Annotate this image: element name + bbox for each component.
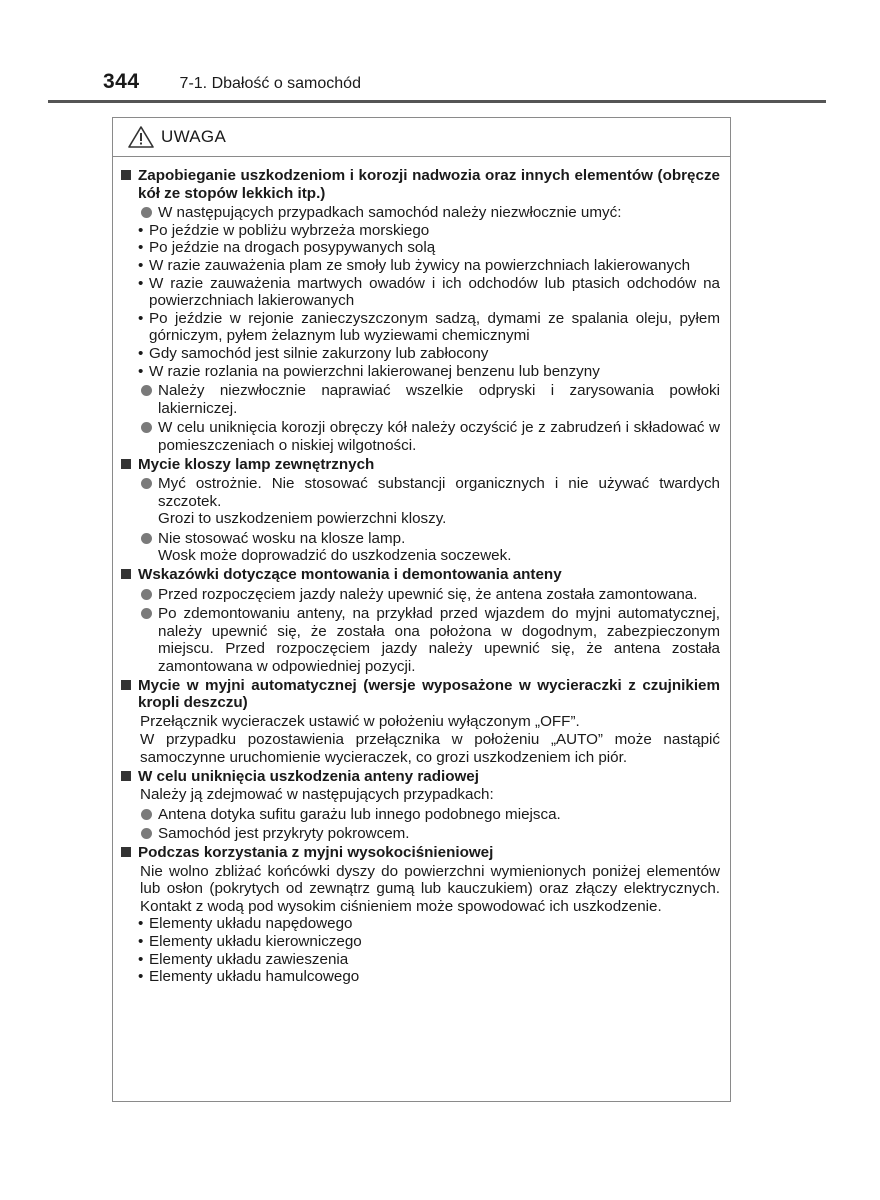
- warning-triangle-icon: [127, 125, 155, 149]
- circle-bullet-icon: [141, 608, 152, 619]
- sub-bullet-mark: •: [138, 344, 144, 362]
- warning-section: [121, 844, 720, 986]
- sub-list-item: [121, 310, 720, 345]
- sub-bullet-mark: •: [138, 915, 144, 933]
- warning-section: [121, 677, 720, 767]
- bullet-item: [121, 806, 720, 824]
- circle-bullet-icon: [141, 478, 152, 489]
- sub-bullet-mark: •: [138, 309, 144, 327]
- bullet-body: [158, 806, 720, 824]
- bullet-body: [158, 586, 720, 604]
- bullet-body: [158, 475, 720, 528]
- section-paragraph: Nie wolno zbliżać końcówki dyszy do powierzchni wymienionych poniżej elementów lub osłon (pokrytych od zewnątrz gumą lub kauczukiem) oraz złączy elektrycznych. Kontakt z wodą pod wysokim ciśnieniem może spowodować ich uszkodzenie.: [140, 862, 720, 915]
- sub-bullet-mark: •: [138, 968, 144, 986]
- sub-item-text: Po jeździe na drogach posypywanych solą: [149, 239, 436, 257]
- section-heading-text: Mycie kloszy lamp zewnętrznych: [138, 455, 375, 473]
- warning-section: [121, 456, 720, 566]
- bullet-text: Przed rozpoczęciem jazdy należy upewnić się, że antena została zamontowana.: [158, 585, 698, 603]
- sub-bullet-mark: •: [138, 362, 144, 380]
- sub-list-item: [121, 222, 720, 240]
- section-heading: [121, 167, 720, 202]
- sub-bullet-mark: •: [138, 274, 144, 292]
- bullet-body: [158, 419, 720, 454]
- section-heading-text: Podczas korzystania z myjni wysokociśnieniowej: [138, 843, 494, 861]
- bullet-item: [121, 586, 720, 604]
- sub-item-text: Elementy układu kierowniczego: [149, 932, 362, 950]
- bullet-body: [158, 530, 720, 565]
- square-bullet-icon: [121, 680, 131, 690]
- sub-bullet-mark: •: [138, 256, 144, 274]
- sub-item-text: Po jeździe w rejonie zanieczyszczonym sadzą, dymami ze spalania oleju, pyłem górniczym, pyłem żelaznym lub wyziewami chemicznymi: [149, 309, 720, 345]
- circle-bullet-icon: [141, 385, 152, 396]
- section-heading: [121, 844, 720, 862]
- header-divider: [48, 100, 826, 103]
- section-heading-text: Zapobieganie uszkodzeniom i korozji nadwozia oraz innych elementów (obręcze kół ze stopów lekkich itp.): [138, 167, 720, 202]
- sub-list-item: [121, 345, 720, 363]
- warning-section: [121, 768, 720, 843]
- sub-item-text: Elementy układu hamulcowego: [149, 968, 360, 986]
- section-paragraph: Przełącznik wycieraczek ustawić w położeniu wyłączonym „OFF”.: [140, 712, 580, 730]
- bullet-text: Należy niezwłocznie naprawiać wszelkie odpryski i zarysowania powłoki lakierniczej.: [158, 382, 720, 417]
- bullet-text: Samochód jest przykryty pokrowcem.: [158, 825, 410, 843]
- bullet-note: Grozi to uszkodzeniem powierzchni kloszy.: [158, 510, 447, 528]
- sub-list-item: [121, 275, 720, 310]
- square-bullet-icon: [121, 459, 131, 469]
- warning-content: [113, 157, 730, 986]
- bullet-text: Po zdemontowaniu anteny, na przykład przed wjazdem do myjni automatycznej, należy upewnić się, że została ona położona w dogodnym, zabezpieczonym miejscu. Przed rozpoczęciem jazdy należy upewnić się, że antena została zamontowana w odpowiedniej pozycji.: [158, 605, 720, 676]
- bullet-item: [121, 605, 720, 675]
- sub-list-item: [121, 239, 720, 257]
- sub-list-item: [121, 933, 720, 951]
- circle-bullet-icon: [141, 207, 152, 218]
- section-paragraph: Należy ją zdejmować w następujących przypadkach:: [140, 786, 494, 804]
- circle-bullet-icon: [141, 809, 152, 820]
- warning-section: [121, 566, 720, 676]
- bullet-text: Myć ostrożnie. Nie stosować substancji organicznych i nie używać twardych szczotek.: [158, 475, 720, 510]
- warning-panel-header: [113, 118, 730, 157]
- sub-item-text: Po jeździe w pobliżu wybrzeża morskiego: [149, 221, 430, 239]
- sub-item-text: W razie rozlania na powierzchni lakierowanej benzenu lub benzyny: [149, 362, 600, 380]
- bullet-item: [121, 204, 720, 222]
- sub-list-item: [121, 363, 720, 381]
- section-heading-text: Mycie w myjni automatycznej (wersje wyposażone w wycieraczki z czujnikiem kropli deszczu): [138, 676, 720, 712]
- bullet-text: W celu uniknięcia korozji obręczy kół należy oczyścić je z zabrudzeń i składować w pomieszczeniach o niskiej wilgotności.: [158, 419, 720, 454]
- sub-list-item: [121, 915, 720, 933]
- circle-bullet-icon: [141, 828, 152, 839]
- section-heading: [121, 456, 720, 474]
- bullet-text: W następujących przypadkach samochód należy niezwłocznie umyć:: [158, 204, 622, 222]
- sub-bullet-mark: •: [138, 950, 144, 968]
- section-heading: [121, 768, 720, 786]
- page-number: 344: [103, 70, 140, 93]
- circle-bullet-icon: [141, 533, 152, 544]
- section-heading-text: Wskazówki dotyczące montowania i demontowania anteny: [138, 566, 562, 584]
- sub-item-text: W razie zauważenia martwych owadów i ich odchodów lub ptasich odchodów na powierzchniach lakierowanych: [149, 274, 720, 310]
- square-bullet-icon: [121, 569, 131, 579]
- warning-title: UWAGA: [161, 127, 227, 146]
- warning-panel: [112, 117, 731, 1102]
- bullet-item: [121, 382, 720, 417]
- sub-item-text: Elementy układu zawieszenia: [149, 950, 349, 968]
- sub-item-text: Elementy układu napędowego: [149, 915, 353, 933]
- square-bullet-icon: [121, 847, 131, 857]
- page-header: [103, 70, 361, 98]
- warning-section: [121, 167, 720, 455]
- sub-bullet-mark: •: [138, 932, 144, 950]
- bullet-body: [158, 382, 720, 417]
- bullet-body: [158, 825, 720, 843]
- square-bullet-icon: [121, 170, 131, 180]
- bullet-item: [121, 419, 720, 454]
- section-paragraph: W przypadku pozostawienia przełącznika w położeniu „AUTO” może nastąpić samoczynne uruchomienie wycieraczek, co grozi uszkodzeniem ich piór.: [140, 731, 720, 766]
- sub-list-item: [121, 968, 720, 986]
- bullet-note: Wosk może doprowadzić do uszkodzenia soczewek.: [158, 547, 512, 565]
- circle-bullet-icon: [141, 422, 152, 433]
- sub-bullet-mark: •: [138, 239, 144, 257]
- bullet-item: [121, 825, 720, 843]
- bullet-body: [158, 204, 720, 222]
- section-heading-text: W celu uniknięcia uszkodzenia anteny radiowej: [138, 767, 479, 785]
- sub-bullet-mark: •: [138, 221, 144, 239]
- chapter-title: 7-1. Dbałość o samochód: [179, 75, 361, 92]
- square-bullet-icon: [121, 771, 131, 781]
- sub-item-text: W razie zauważenia plam ze smoły lub żywicy na powierzchniach lakierowanych: [149, 256, 691, 274]
- sub-list-item: [121, 951, 720, 969]
- section-heading: [121, 566, 720, 584]
- section-heading: [121, 677, 720, 712]
- bullet-item: [121, 530, 720, 565]
- bullet-text: Antena dotyka sufitu garażu lub innego podobnego miejsca.: [158, 805, 561, 823]
- bullet-body: [158, 605, 720, 675]
- circle-bullet-icon: [141, 589, 152, 600]
- bullet-item: [121, 475, 720, 528]
- bullet-text: Nie stosować wosku na klosze lamp.: [158, 529, 406, 547]
- sub-list-item: [121, 257, 720, 275]
- sub-item-text: Gdy samochód jest silnie zakurzony lub zabłocony: [149, 344, 489, 362]
